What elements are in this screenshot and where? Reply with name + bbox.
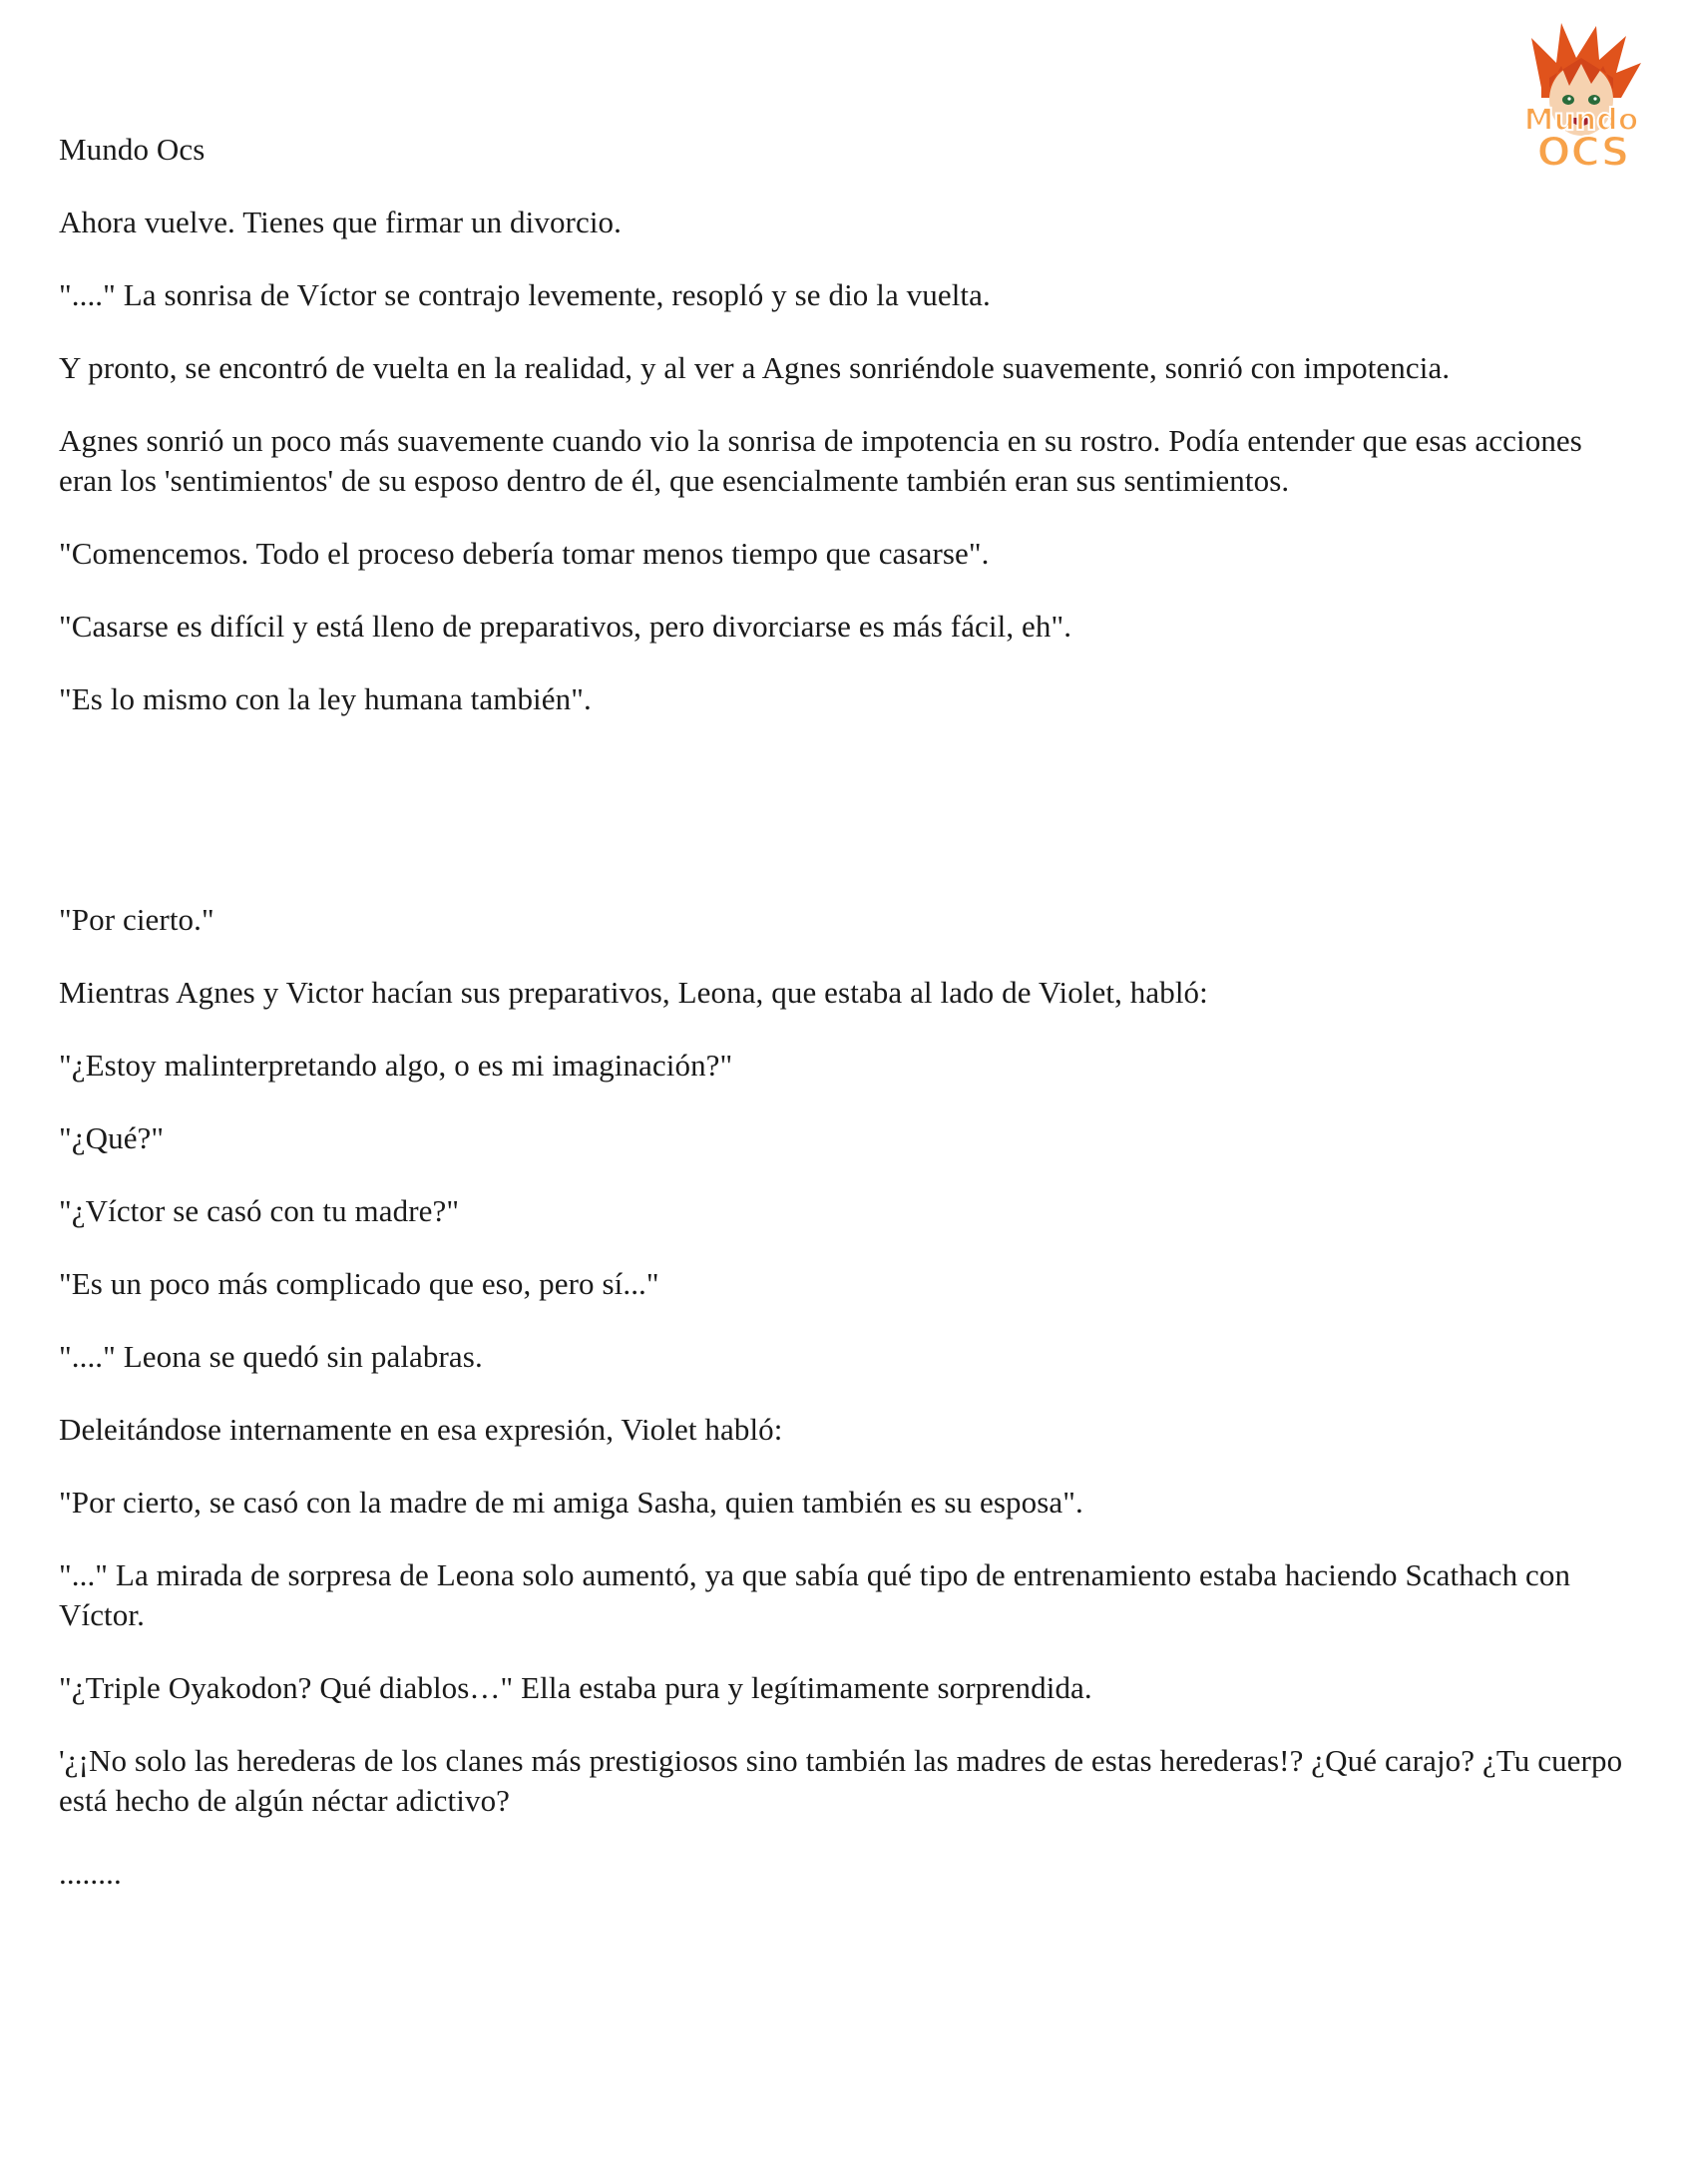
section-before-break xyxy=(59,130,1635,719)
paragraph: Deleitándose internamente en esa expresión, Violet habló: xyxy=(59,1412,783,1447)
paragraph: '¿¡No solo las herederas de los clanes más prestigiosos sino también las madres de estas herederas!? ¿Qué carajo? ¿Tu cuerpo está hecho de algún néctar adictivo? xyxy=(59,1743,1623,1818)
paragraph: "¿Víctor se casó con tu madre?" xyxy=(59,1193,460,1228)
paragraph: "Comencemos. Todo el proceso debería tomar menos tiempo que casarse". xyxy=(59,536,990,571)
paragraph: Ahora vuelve. Tienes que firmar un divorcio. xyxy=(59,205,623,239)
paragraph: Mientras Agnes y Victor hacían sus preparativos, Leona, que estaba al lado de Violet, habló: xyxy=(59,975,1208,1010)
paragraph: "...." Leona se quedó sin palabras. xyxy=(59,1339,483,1374)
document-body xyxy=(59,130,1635,1927)
paragraph: "¿Estoy malinterpretando algo, o es mi imaginación?" xyxy=(59,1048,733,1083)
section-after-break xyxy=(59,900,1635,1894)
paragraph: "Es un poco más complicado que eso, pero sí..." xyxy=(59,1266,659,1301)
svg-text:Mundo: Mundo xyxy=(1523,103,1639,138)
paragraph: "¿Triple Oyakodon? Qué diablos…" Ella estaba pura y legítimamente sorprendida. xyxy=(59,1670,1092,1705)
paragraph: "Es lo mismo con la ley humana también". xyxy=(59,681,592,716)
paragraph: "...." La sonrisa de Víctor se contrajo levemente, resopló y se dio la vuelta. xyxy=(59,277,991,312)
paragraph: "Por cierto." xyxy=(59,902,214,937)
paragraph: "Por cierto, se casó con la madre de mi amiga Sasha, quien también es su esposa". xyxy=(59,1485,1083,1520)
paragraph: Mundo Ocs xyxy=(59,132,206,167)
paragraph: Agnes sonrió un poco más suavemente cuando vio la sonrisa de impotencia en su rostro. Podía entender que esas acciones eran los 'sentimientos' de su esposo dentro de él, que esencialmente también eran sus sentimientos. xyxy=(59,423,1582,498)
svg-text:OCS: OCS xyxy=(1536,130,1630,176)
blank-gap xyxy=(59,752,1635,900)
paragraph: Y pronto, se encontró de vuelta en la realidad, y al ver a Agnes sonriéndole suavemente, sonrió con impotencia. xyxy=(59,350,1451,385)
paragraph: "¿Qué?" xyxy=(59,1120,165,1155)
paragraph: "Casarse es difícil y está lleno de preparativos, pero divorciarse es más fácil, eh". xyxy=(59,609,1072,644)
paragraph: ........ xyxy=(59,1856,122,1891)
paragraph: "..." La mirada de sorpresa de Leona solo aumentó, ya que sabía qué tipo de entrenamiento estaba haciendo Scathach con Víctor. xyxy=(59,1557,1571,1632)
